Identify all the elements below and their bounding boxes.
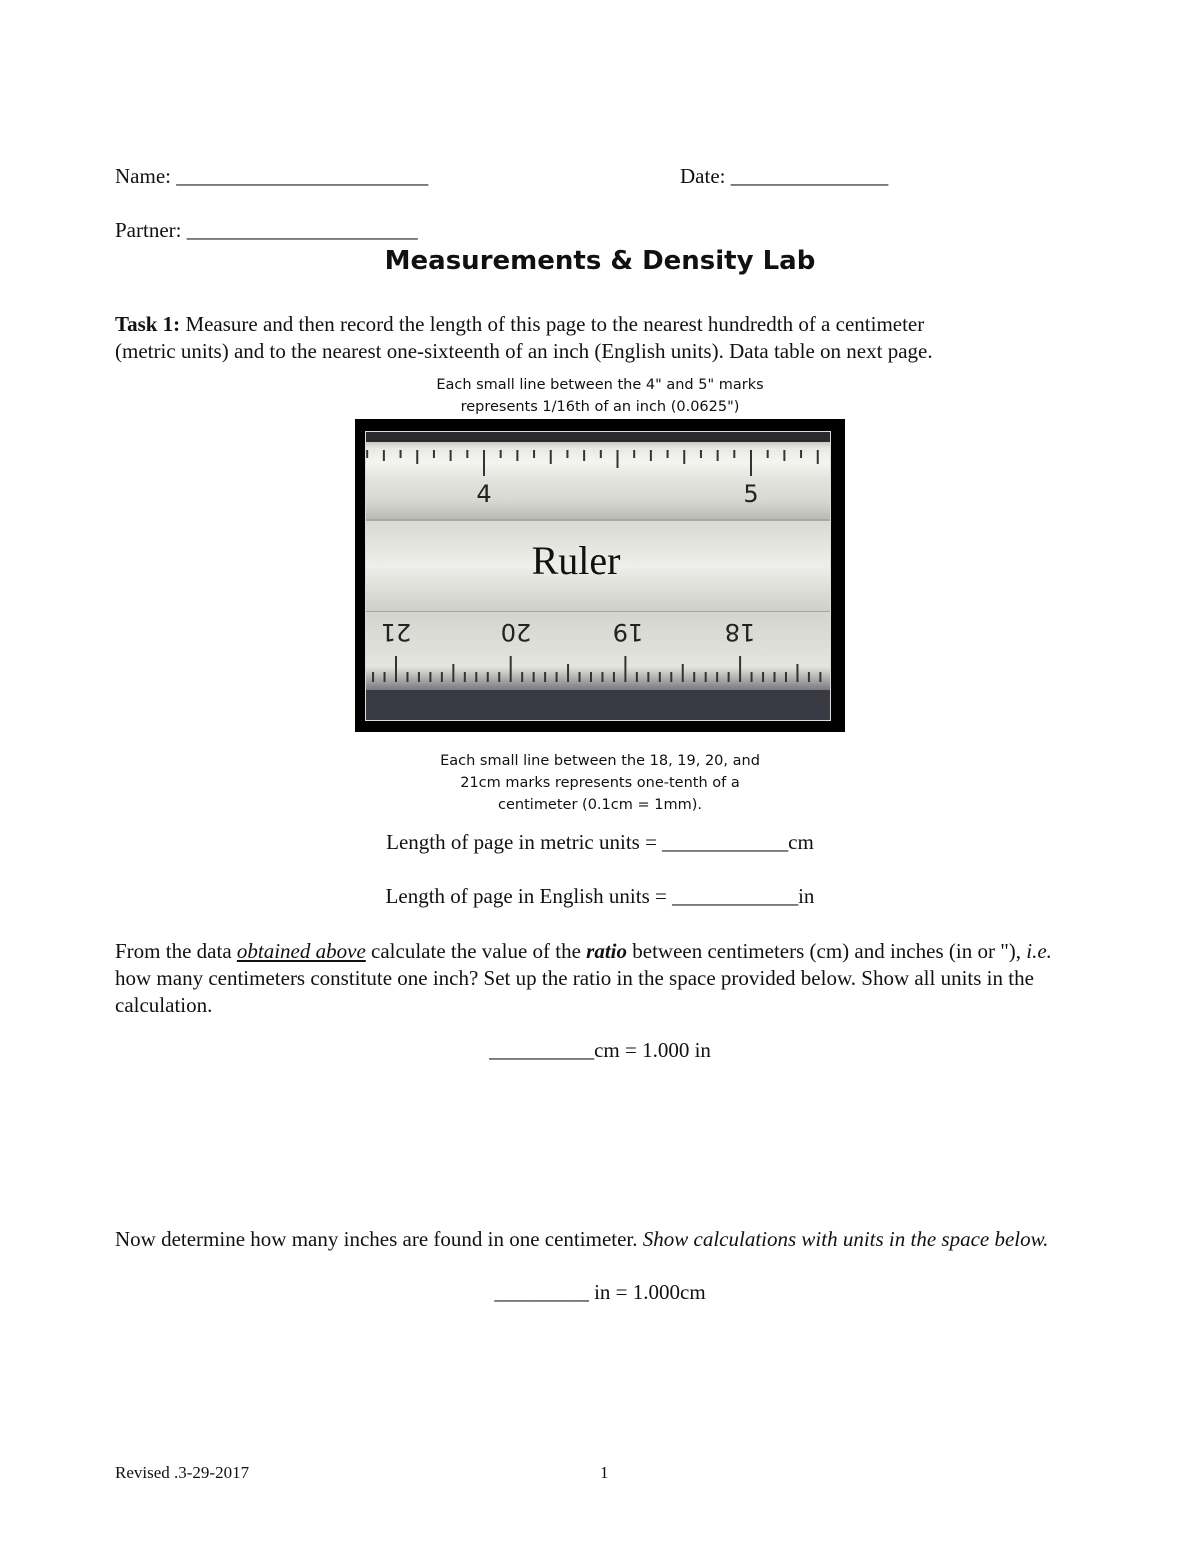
page-title: Measurements & Density Lab — [384, 246, 816, 276]
caption-bottom-line2: 21cm marks represents one-tenth of a — [460, 775, 740, 791]
ruler-photo — [365, 431, 831, 721]
task1-text-line2: (metric units) and to the nearest one-sixteenth of an inch (English units). Data table on next page. — [115, 339, 933, 363]
ruler-photo-frame — [355, 419, 845, 732]
revised-date: Revised .3-29-2017 — [115, 1463, 250, 1482]
cm-scale-band — [366, 612, 830, 690]
cm-mark-18: 18 — [724, 618, 756, 646]
inch-mark-4: 4 — [476, 480, 492, 508]
english-length-line: Length of page in English units = ____________in — [385, 884, 815, 908]
page-number: 1 — [600, 1463, 609, 1482]
inch-mark-5: 5 — [743, 480, 759, 508]
metric-length-line: Length of page in metric units = ____________cm — [386, 830, 814, 854]
inches-text-part1: Now determine how many inches are found in one centimeter. — [115, 1227, 643, 1251]
cm-per-inch-line: __________cm = 1.000 in — [489, 1038, 711, 1062]
inches-paragraph — [115, 1226, 1090, 1253]
ruler-illustration — [366, 432, 830, 720]
figure-caption-bottom — [390, 750, 810, 816]
cm-mark-20: 20 — [500, 618, 532, 646]
ratio-text-part1: From the data — [115, 939, 237, 963]
figure-caption-top — [390, 374, 810, 418]
ie-text: i.e. — [1026, 939, 1052, 963]
ratio-text-part3: between centimeters (cm) and inches (in or "), — [627, 939, 1027, 963]
cm-mark-19: 19 — [612, 618, 644, 646]
inch-per-cm-line: _________ in = 1.000cm — [494, 1280, 706, 1304]
inches-text-italic: Show calculations with units in the space below. — [642, 1227, 1049, 1251]
task1-paragraph — [115, 311, 1090, 365]
date-field-line: Date: _______________ — [680, 164, 889, 188]
caption-bottom-line1: Each small line between the 18, 19, 20, and — [440, 753, 760, 769]
name-field-line: Name: ________________________ — [115, 164, 429, 188]
task1-label: Task 1: — [115, 312, 181, 336]
ratio-paragraph — [115, 938, 1090, 1019]
caption-top-line2: represents 1/16th of an inch (0.0625") — [460, 399, 740, 415]
ruler-label: Ruler — [531, 538, 621, 583]
task1-text-line1: Measure and then record the length of this page to the nearest hundredth of a centimeter — [180, 312, 925, 336]
caption-bottom-line3: centimeter (0.1cm = 1mm). — [498, 797, 702, 813]
ratio-text-part4: how many centimeters constitute one inch? Set up the ratio in the space provided below. Show all units in the calculation. — [115, 966, 1034, 1017]
ratio-text-part2: calculate the value of the — [365, 939, 587, 963]
partner-field-line: Partner: ______________________ — [115, 218, 418, 242]
obtained-above-text: obtained above — [236, 939, 366, 963]
ratio-word: ratio — [586, 939, 628, 963]
inch-scale-band — [366, 442, 830, 520]
caption-top-line1: Each small line between the 4" and 5" marks — [436, 377, 764, 393]
cm-mark-21: 21 — [380, 618, 412, 646]
